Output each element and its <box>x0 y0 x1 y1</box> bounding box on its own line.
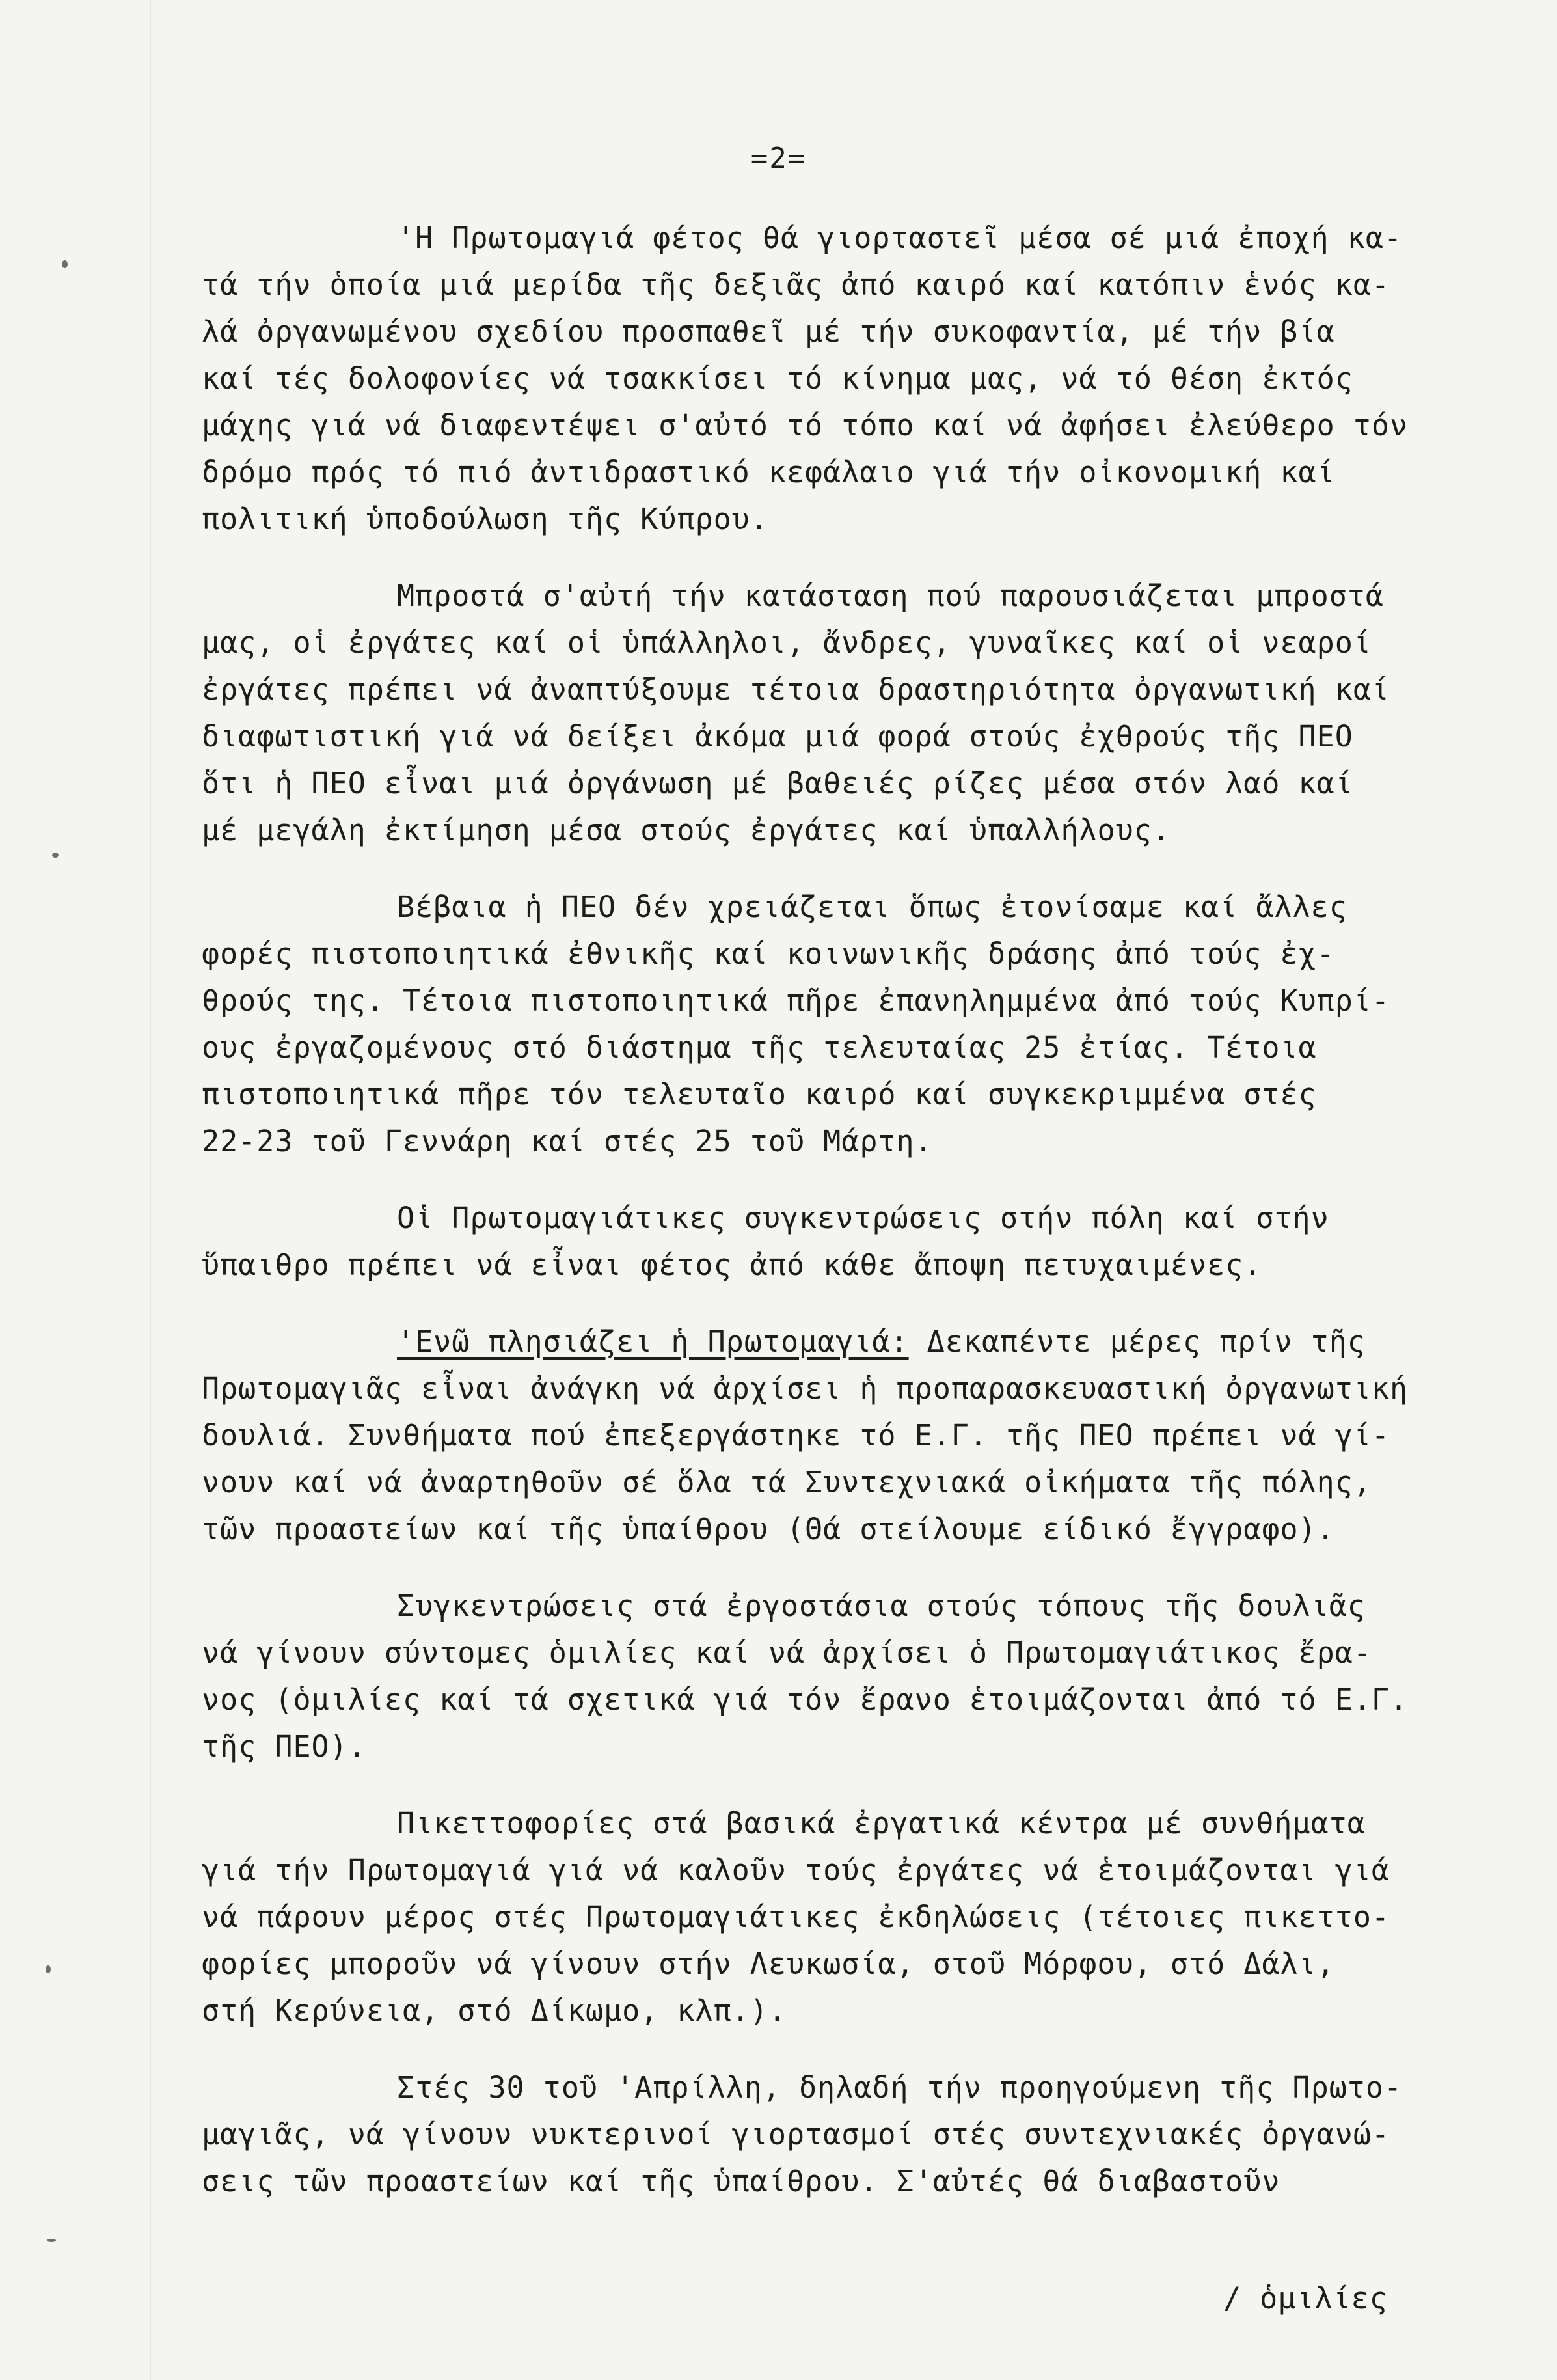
text-line: Πρωτομαγιᾶς εἶναι ἀνάγκη νά ἀρχίσει ἡ προπαρασκευαστική ὀργανωτική <box>202 1371 1409 1406</box>
text-line: φορές πιστοποιητικά ἐθνικῆς καί κοινωνικῆς δράσης ἀπό τούς ἐχ- <box>202 937 1335 971</box>
section-heading: 'Ενῶ πλησιάζει ἡ Πρωτομαγιά: <box>397 1324 909 1359</box>
text-line: ους ἐργαζομένους στό διάστημα τῆς τελευταίας 25 ἐτίας. Τέτοια <box>202 1030 1317 1065</box>
continuation-word: / ὁμιλίες <box>1223 2281 1388 2316</box>
paragraph-3 <box>202 884 1523 1165</box>
text-line: γιά τήν Πρωτομαγιά γιά νά καλοῦν τούς ἐργάτες νά ἑτοιμάζονται γιά <box>202 1853 1390 1887</box>
margin-line <box>150 0 151 2380</box>
text-line: Πικεττοφορίες στά βασικά ἐργατικά κέντρα μέ συνθήματα <box>397 1806 1366 1840</box>
text-line: νά γίνουν σύντομες ὁμιλίες καί νά ἀρχίσει ὁ Πρωτομαγιάτικος ἔρα- <box>202 1635 1372 1670</box>
text-line: τῆς ΠΕΟ). <box>202 1729 366 1764</box>
text-line: μαγιᾶς, νά γίνουν νυκτερινοί γιορτασμοί στές συντεχνιακές ὀργανώ- <box>202 2117 1390 2152</box>
paragraph-1 <box>202 215 1523 543</box>
text-line: Συγκεντρώσεις στά ἐργοστάσια στούς τόπους τῆς δουλιᾶς <box>397 1589 1366 1623</box>
ink-speck <box>47 2239 56 2242</box>
text-line: δρόμο πρός τό πιό ἀντιδραστικό κεφάλαιο γιά τήν οἰκονομική καί <box>202 455 1335 489</box>
text-line: νά πάρουν μέρος στές Πρωτομαγιάτικες ἐκδηλώσεις (τέτοιες πικεττο- <box>202 1900 1390 1934</box>
text-line: διαφωτιστική γιά νά δείξει ἀκόμα μιά φορά στούς ἐχθρούς τῆς ΠΕΟ <box>202 719 1353 754</box>
text-line: Μπροστά σ'αὐτή τήν κατάσταση πού παρουσιάζεται μπροστά <box>397 579 1384 613</box>
text-line: μέ μεγάλη ἐκτίμηση μέσα στούς ἐργάτες καί ὑπαλλήλους. <box>202 813 1171 847</box>
ink-speck <box>46 1965 51 1973</box>
text-line: φορίες μποροῦν νά γίνουν στήν Λευκωσία, στοῦ Μόρφου, στό Δάλι, <box>202 1947 1335 1981</box>
ink-speck <box>62 260 68 268</box>
page-number: =2= <box>750 142 807 175</box>
text-line: θρούς της. Τέτοια πιστοποιητικά πῆρε ἐπανηλημμένα ἀπό τούς Κυπρί- <box>202 983 1390 1018</box>
text-line: 22-23 τοῦ Γεννάρη καί στές 25 τοῦ Μάρτη. <box>202 1124 933 1158</box>
text-line: δουλιά. Συνθήματα πού ἐπεξεργάστηκε τό Ε.Γ. τῆς ΠΕΟ πρέπει νά γί- <box>202 1418 1390 1453</box>
heading-rest: Δεκαπέντε μέρες πρίν τῆς <box>908 1324 1366 1359</box>
paragraph-2 <box>202 573 1523 854</box>
text-line: ἐργάτες πρέπει νά ἀναπτύξουμε τέτοια δραστηριότητα ὀργανωτική καί <box>202 672 1390 707</box>
text-line: τά τήν ὁποία μιά μερίδα τῆς δεξιᾶς ἀπό καιρό καί κατόπιν ἑνός κα- <box>202 267 1390 302</box>
text-line: Οἱ Πρωτομαγιάτικες συγκεντρώσεις στήν πόλη καί στήν <box>397 1201 1329 1235</box>
body-text <box>202 215 1523 2235</box>
text-line: νουν καί νά ἀναρτηθοῦν σέ ὅλα τά Συντεχνιακά οἰκήματα τῆς πόλης, <box>202 1465 1372 1499</box>
text-line: ὅτι ἡ ΠΕΟ εἶναι μιά ὀργάνωση μέ βαθειές ρίζες μέσα στόν λαό καί <box>202 766 1353 800</box>
text-line: τῶν προαστείων καί τῆς ὑπαίθρου (Θά στείλουμε είδικό ἔγγραφο). <box>202 1512 1335 1546</box>
text-line: καί τές δολοφονίες νά τσακκίσει τό κίνημα μας, νά τό θέση ἐκτός <box>202 361 1353 396</box>
text-line: μας, οἱ ἐργάτες καί οἱ ὑπάλληλοι, ἄνδρες, γυναῖκες καί οἱ νεαροί <box>202 625 1372 660</box>
text-line: λά ὀργανωμένου σχεδίου προσπαθεῖ μέ τήν συκοφαντία, μέ τήν βία <box>202 314 1335 349</box>
paragraph-7 <box>202 1800 1523 2034</box>
text-line: Βέβαια ἡ ΠΕΟ δέν χρειάζεται ὅπως ἐτονίσαμε καί ἄλλες <box>397 890 1347 924</box>
text-line: πολιτική ὑποδούλωση τῆς Κύπρου. <box>202 502 768 536</box>
paragraph-5 <box>202 1319 1523 1553</box>
ink-speck <box>52 853 59 858</box>
paragraph-6 <box>202 1583 1523 1770</box>
paragraph-4 <box>202 1195 1523 1289</box>
text-line: μάχης γιά νά διαφεντέψει σ'αὐτό τό τόπο καί νά ἀφήσει ἐλεύθερο τόν <box>202 408 1409 443</box>
text-line: πιστοποιητικά πῆρε τόν τελευταῖο καιρό καί συγκεκριμμένα στές <box>202 1077 1317 1112</box>
paragraph-8 <box>202 2064 1523 2205</box>
text-line <box>202 1319 1523 1365</box>
text-line: ὕπαιθρο πρέπει νά εἶναι φέτος ἀπό κάθε ἄποψη πετυχαιμένες. <box>202 1248 1262 1282</box>
text-line: Στές 30 τοῦ 'Απρίλλη, δηλαδή τήν προηγούμενη τῆς Πρωτο- <box>397 2070 1403 2105</box>
text-line: σεις τῶν προαστείων καί τῆς ὑπαίθρου. Σ'αὐτές θά διαβαστοῦν <box>202 2164 1280 2198</box>
text-line: 'Η Πρωτομαγιά φέτος θά γιορταστεῖ μέσα σέ μιά ἐποχή κα- <box>397 221 1403 255</box>
text-line: νος (ὁμιλίες καί τά σχετικά γιά τόν ἔρανο ἑτοιμάζονται ἀπό τό Ε.Γ. <box>202 1682 1409 1717</box>
text-line: στή Κερύνεια, στό Δίκωμο, κλπ.). <box>202 1993 787 2028</box>
